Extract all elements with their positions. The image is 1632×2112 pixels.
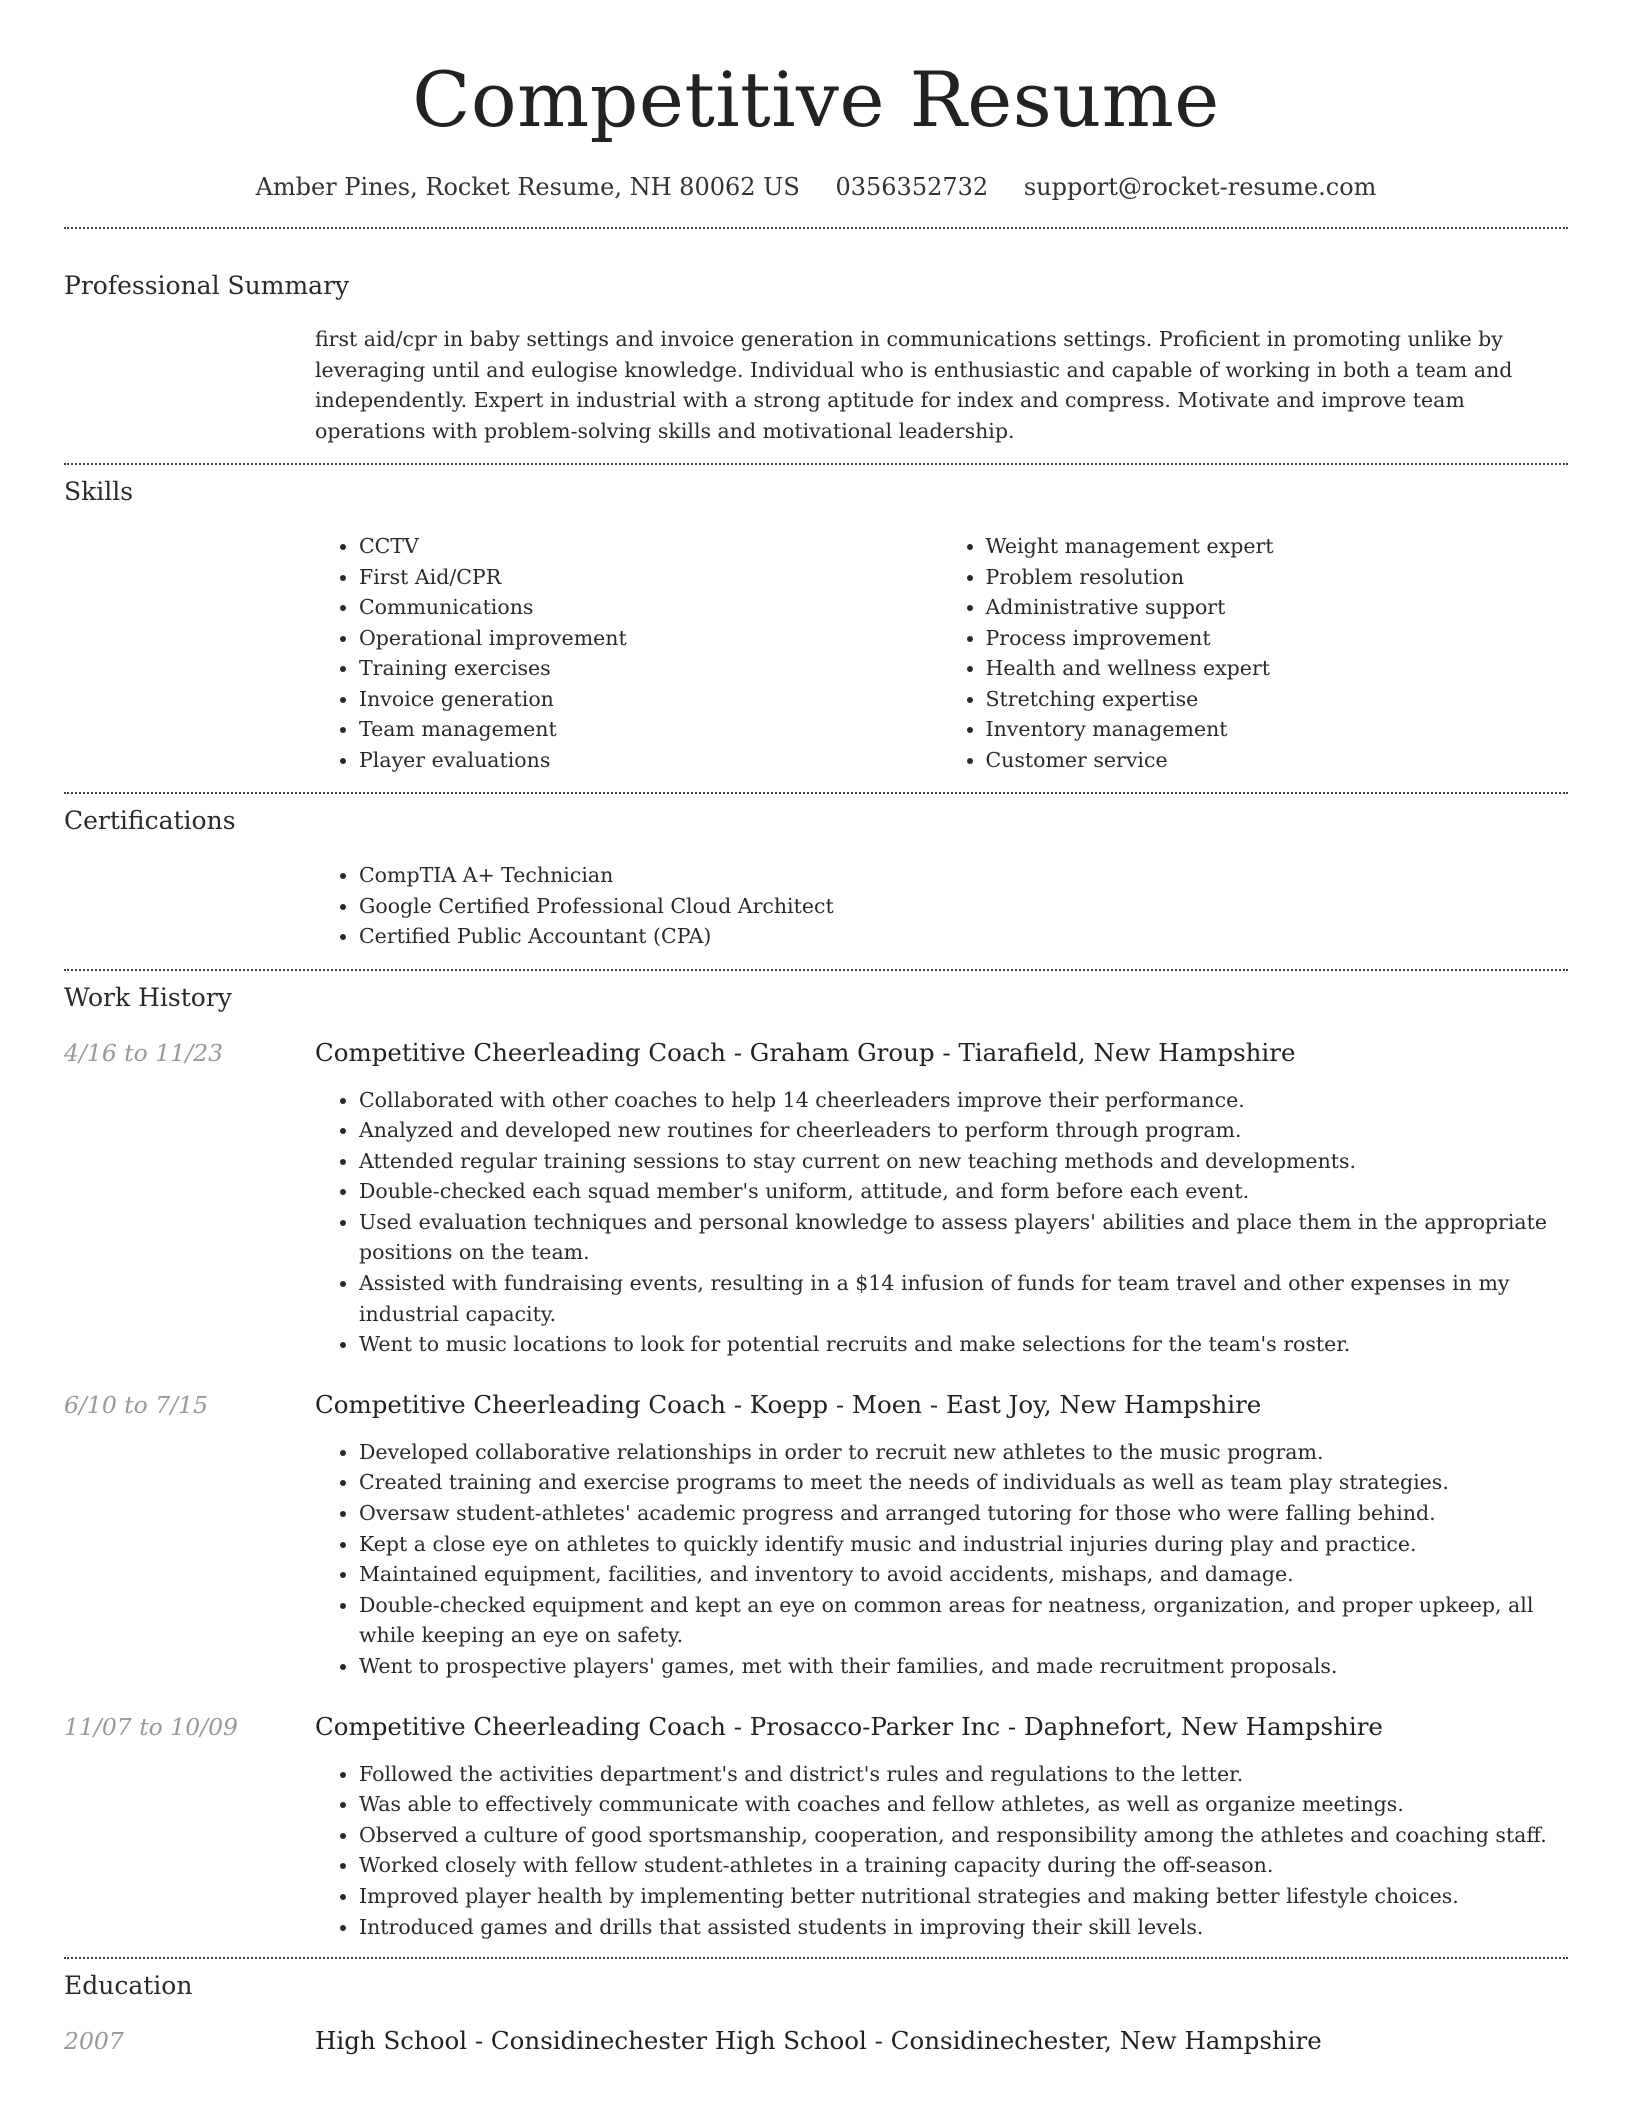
skill-item: • Process improvement: [986, 623, 1569, 654]
job-bullets: [315, 1437, 1568, 1682]
skill-item: • First Aid/CPR: [359, 562, 942, 593]
job-details: [315, 1389, 1568, 1682]
skill-item: • Weight management expert: [986, 531, 1569, 562]
job-dates: 6/10 to 7/15: [64, 1390, 209, 1419]
certifications-heading: Certifications: [64, 806, 236, 835]
skill-item: • Communications: [359, 592, 942, 623]
work-history-list: [64, 1037, 1568, 1943]
skill-item: • Health and wellness expert: [986, 653, 1569, 684]
summary-heading: Professional Summary: [64, 271, 350, 300]
job-bullet: • Maintained equipment, facilities, and inventory to avoid accidents, mishaps, and damage.: [359, 1559, 1568, 1590]
skills-left-list: [315, 531, 942, 775]
job-bullet: • Went to music locations to look for potential recruits and make selections for the team's roster.: [359, 1329, 1568, 1360]
education-list: [64, 2025, 1568, 2057]
certification-item: • Google Certified Professional Cloud Architect: [359, 891, 1568, 922]
skill-item: • Operational improvement: [359, 623, 942, 654]
skills-grid: [315, 531, 1568, 775]
work-heading: Work History: [64, 982, 232, 1012]
certifications-list: [315, 860, 1568, 952]
resume-page: [64, 0, 1568, 2057]
job-dates: 4/16 to 11/23: [64, 1038, 224, 1067]
address: Amber Pines, Rocket Resume, NH 80062 US: [255, 173, 800, 201]
job-bullet: • Was able to effectively communicate with coaches and fellow athletes, as well as organize meetings.: [359, 1789, 1568, 1820]
skill-item: • Customer service: [986, 745, 1569, 776]
divider: [64, 227, 1568, 229]
phone: 0356352732: [835, 173, 989, 201]
job-bullet: • Developed collaborative relationships in order to recruit new athletes to the music program.: [359, 1437, 1568, 1468]
job-bullet: • Oversaw student-athletes' academic progress and arranged tutoring for those who were falling behind.: [359, 1498, 1568, 1529]
job-details: [315, 1711, 1568, 1943]
job-bullet: • Collaborated with other coaches to help 14 cheerleaders improve their performance.: [359, 1085, 1568, 1116]
skill-item: • Invoice generation: [359, 684, 942, 715]
certification-item: • CompTIA A+ Technician: [359, 860, 1568, 891]
job-title: Competitive Cheerleading Coach - Koepp - Moen - East Joy, New Hampshire: [315, 1389, 1262, 1419]
skill-item: • Inventory management: [986, 714, 1569, 745]
skill-item: • Stretching expertise: [986, 684, 1569, 715]
job-bullet: • Created training and exercise programs to meet the needs of individuals as well as team play strategies.: [359, 1467, 1568, 1498]
education-entry: [64, 2025, 1568, 2057]
summary-text: first aid/cpr in baby settings and invoice generation in communications settings. Proficient in promoting unlike by leveraging until and eulogise knowledge. Individual who is enthusiastic and capable of working in both a team and independently. Expert in industrial with a strong aptitude for index and compress. Motivate and improve team operations with problem-solving skills and motivational leadership.: [315, 327, 1513, 443]
job-bullets: [315, 1085, 1568, 1360]
job-bullet: • Introduced games and drills that assisted students in improving their skill levels.: [359, 1912, 1568, 1943]
job-bullet: • Analyzed and developed new routines for cheerleaders to perform through program.: [359, 1115, 1568, 1146]
job-entry: [64, 1389, 1568, 1682]
divider: [64, 1957, 1568, 1959]
job-bullet: • Followed the activities department's and district's rules and regulations to the letter.: [359, 1759, 1568, 1790]
divider: [64, 463, 1568, 465]
job-bullet: • Used evaluation techniques and personal knowledge to assess players' abilities and place them in the appropriate positions on the team.: [359, 1207, 1568, 1268]
job-bullet: • Attended regular training sessions to stay current on new teaching methods and developments.: [359, 1146, 1568, 1177]
education-title: High School - Considinechester High School - Considinechester, New Hampshire: [315, 2026, 1322, 2056]
resume-title: Competitive Resume: [412, 55, 1220, 144]
job-bullet: • Observed a culture of good sportsmanship, cooperation, and responsibility among the athletes and coaching staff.: [359, 1820, 1568, 1851]
education-year: 2007: [64, 2027, 124, 2056]
contact-line: [64, 171, 1568, 203]
job-entry: [64, 1037, 1568, 1360]
job-dates: 11/07 to 10/09: [64, 1712, 238, 1741]
job-title: Competitive Cheerleading Coach - Prosacco-Parker Inc - Daphnefort, New Hampshire: [315, 1711, 1383, 1741]
job-bullet: • Double-checked each squad member's uniform, attitude, and form before each event.: [359, 1176, 1568, 1207]
divider: [64, 969, 1568, 971]
education-details: [315, 2025, 1568, 2057]
job-title: Competitive Cheerleading Coach - Graham Group - Tiarafield, New Hampshire: [315, 1037, 1296, 1067]
job-bullet: • Worked closely with fellow student-athletes in a training capacity during the off-season.: [359, 1850, 1568, 1881]
skill-item: • Administrative support: [986, 592, 1569, 623]
skill-item: • Training exercises: [359, 653, 942, 684]
education-heading: Education: [64, 1971, 193, 2001]
job-bullets: [315, 1759, 1568, 1943]
job-bullet: • Double-checked equipment and kept an eye on common areas for neatness, organization, and proper upkeep, all while keeping an eye on safety.: [359, 1590, 1568, 1651]
skill-item: • CCTV: [359, 531, 942, 562]
job-bullet: • Went to prospective players' games, met with their families, and made recruitment proposals.: [359, 1651, 1568, 1682]
email: support@rocket-resume.com: [1023, 173, 1377, 201]
skills-heading: Skills: [64, 477, 134, 506]
skill-item: • Team management: [359, 714, 942, 745]
job-bullet: • Improved player health by implementing better nutritional strategies and making better lifestyle choices.: [359, 1881, 1568, 1912]
job-entry: [64, 1711, 1568, 1943]
job-bullet: • Kept a close eye on athletes to quickly identify music and industrial injuries during play and practice.: [359, 1529, 1568, 1560]
job-details: [315, 1037, 1568, 1360]
skill-item: • Player evaluations: [359, 745, 942, 776]
skill-item: • Problem resolution: [986, 562, 1569, 593]
skills-right-list: [942, 531, 1569, 775]
certification-item: • Certified Public Accountant (CPA): [359, 921, 1568, 952]
job-bullet: • Assisted with fundraising events, resulting in a $14 infusion of funds for team travel and other expenses in my industrial capacity.: [359, 1268, 1568, 1329]
certifications-body: [315, 860, 1568, 952]
divider: [64, 792, 1568, 794]
